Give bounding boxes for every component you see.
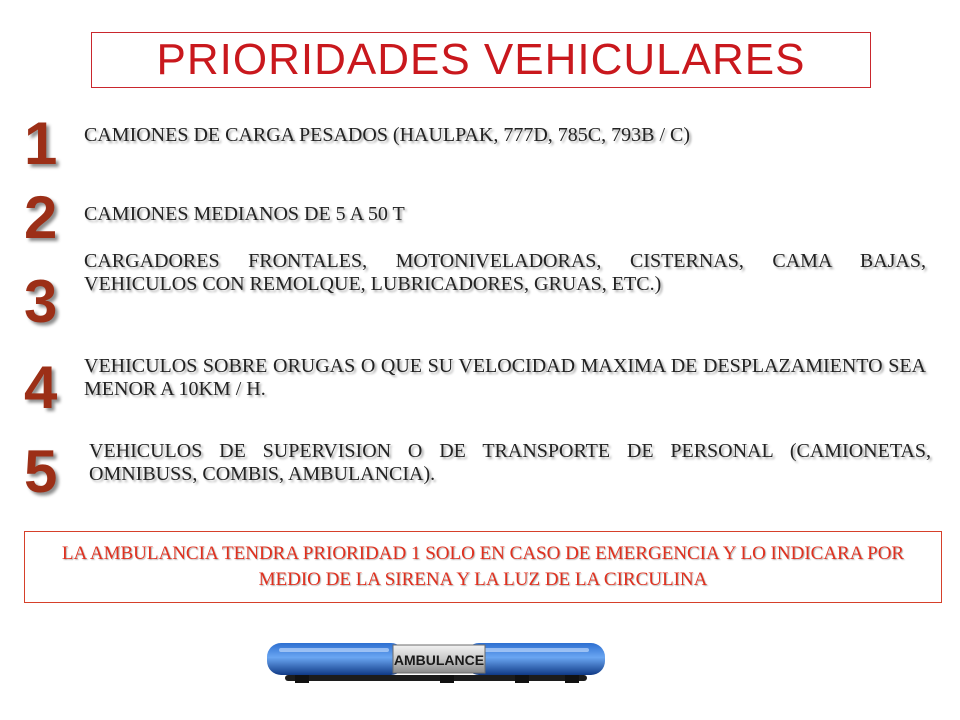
- priority-text-5: VEHICULOS DE SUPERVISION O DE TRANSPORTE DE PERSONAL (CAMIONETAS, OMNIBUSS, COMBIS, AMBULANCIA).: [89, 440, 931, 485]
- priority-text-3: CARGADORES FRONTALES, MOTONIVELADORAS, CISTERNAS, CAMA BAJAS, VEHICULOS CON REMOLQUE, LUBRICADORES, GRUAS, ETC.): [84, 250, 926, 295]
- priority-number-1: 1: [24, 110, 58, 177]
- ambulance-note: LA AMBULANCIA TENDRA PRIORIDAD 1 SOLO EN CASO DE EMERGENCIA Y LO INDICARA POR MEDIO DE LA SIRENA Y LA LUZ DE LA CIRCULINA: [61, 543, 905, 590]
- priority-number-5: 5: [24, 438, 58, 505]
- title-box: [91, 32, 871, 88]
- light-bar-label: AMBULANCE: [393, 652, 485, 668]
- light-bar-graphic: [265, 637, 607, 683]
- priority-number-3: 3: [24, 268, 58, 335]
- priority-text-1: CAMIONES DE CARGA PESADOS (HAULPAK, 777D, 785C, 793B / C): [84, 124, 690, 146]
- priority-number-2: 2: [24, 184, 58, 251]
- page-title: PRIORIDADES VEHICULARES: [156, 35, 806, 84]
- ambulance-light-bar-icon: [265, 637, 607, 683]
- priority-text-2: CAMIONES MEDIANOS DE 5 A 50 T: [84, 203, 405, 225]
- priority-text-4: VEHICULOS SOBRE ORUGAS O QUE SU VELOCIDAD MAXIMA DE DESPLAZAMIENTO SEA MENOR A 10KM / H.: [84, 355, 926, 400]
- ambulance-note-box: [24, 531, 942, 603]
- priority-number-4: 4: [24, 354, 58, 421]
